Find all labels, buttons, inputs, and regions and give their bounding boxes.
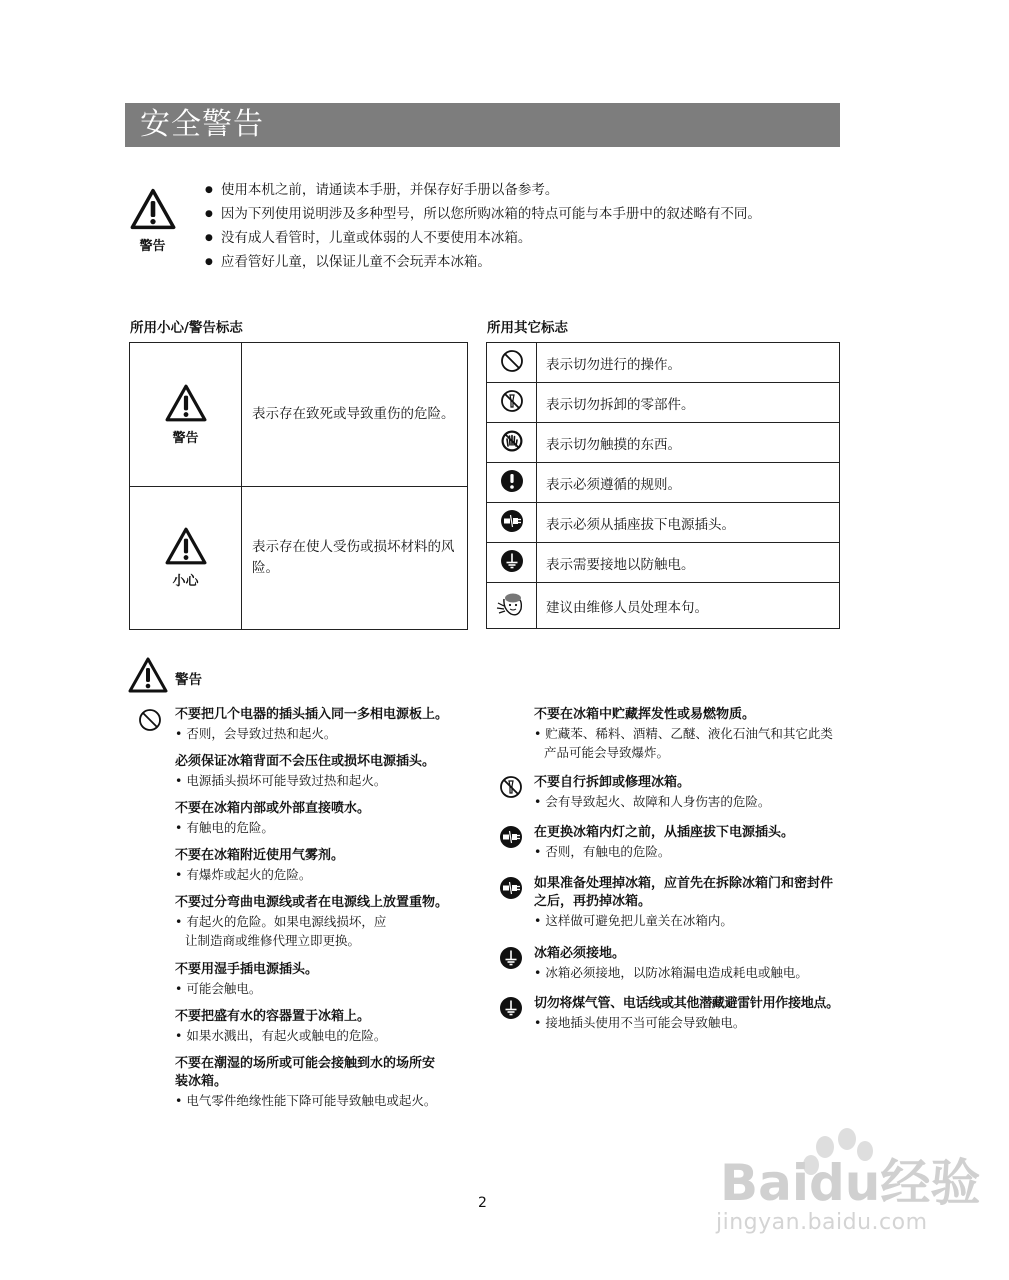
baidu-watermark-logo [715,1125,981,1212]
warning-title: 切勿将煤气管、电话线或其他潜藏避雷针用作接地点。 [534,996,839,1011]
intro-item: ● 因为下列使用说明涉及多种型号，所以您所购冰箱的特点可能与本手册中的叙述略有不同。 [205,202,761,226]
service-person-icon [494,589,530,619]
watermark-logo-text: Baidu经验 [720,1154,981,1212]
warning-item [534,945,839,982]
table-text-cell: 表示需要接地以防触电。 [537,543,840,583]
table-icon-cell [487,583,537,629]
table-text-cell: 表示存在致死或导致重伤的危险。 [242,343,468,487]
no-touch-icon [500,429,524,453]
warning-desc: • 冰箱必须接地，以防冰箱漏电造成耗电或触电。 [534,963,839,982]
intro-item: ● 没有成人看管时，儿童或体弱的人不要使用本冰箱。 [205,226,761,250]
warning-title: 在更换冰箱内灯之前，从插座拔下电源插头。 [534,825,795,840]
warning-title: 不要在冰箱内部或外部直接喷水。 [175,801,371,816]
warning-title: 不要自行拆卸或修理冰箱。 [534,775,691,790]
warning-desc: • 会有导致起火、故障和人身伤害的危险。 [534,792,839,811]
table-text-cell: 表示必须遵循的规则。 [537,463,840,503]
warnings-heading: 警告 [175,672,202,688]
table-row [487,343,840,383]
warning-desc: • 否则，会导致过热和起火。 [175,724,495,743]
warning-item [534,875,839,930]
warning-desc: • 如果水溅出，有起火或触电的危险。 [175,1026,495,1045]
warning-item [175,894,449,950]
caution-table-heading: 所用小心/警告标志 [130,320,243,336]
warning-title: 冰箱必须接地。 [534,946,626,961]
table-icon-cell [487,383,537,423]
warning-item [175,1055,445,1110]
warning-item [175,847,495,884]
caution-table [129,342,468,630]
warning-item [534,824,839,861]
warning-item [175,1008,495,1045]
warning-desc: • 这样做可避免把儿童关在冰箱内。 [534,911,839,930]
table-text-cell: 表示切勿进行的操作。 [537,343,840,383]
table-row [130,487,468,630]
table-icon-cell [487,543,537,583]
warning-title: 不要在潮湿的场所或可能会接触到水的场所安装冰箱。 [175,1056,436,1089]
warning-item [175,753,495,790]
intro-list [205,178,761,274]
ground-icon [500,549,524,573]
warning-desc: • 有起火的危险。如果电源线损坏，应让制造商或维修代理立即更换。 [175,912,390,950]
warning-item [534,995,844,1032]
other-symbols-table [486,342,840,629]
table-row [487,383,840,423]
table-text-cell: 表示必须从插座拔下电源插头。 [537,503,840,543]
warning-title: 如果准备处理掉冰箱，应首先在拆除冰箱门和密封件之后，再扔掉冰箱。 [534,876,834,909]
table-icon-cell [487,423,537,463]
warning-desc: • 接地插头使用不当可能会导致触电。 [534,1013,844,1032]
warning-item [175,800,495,837]
warning-title: 不要把几个电器的插头插入同一多相电源板上。 [175,707,449,722]
no-disassembly-icon [499,775,523,799]
ground-icon [499,996,523,1020]
page-title: 安全警告 [140,107,264,142]
warning-item [175,961,495,998]
table-text-cell: 表示存在使人受伤或损坏材料的风险。 [242,487,468,630]
warning-desc: • 否则，有触电的危险。 [534,842,839,861]
intro-item: ● 使用本机之前，请通读本手册，并保存好手册以备参考。 [205,178,761,202]
table-row [487,583,840,629]
unplug-icon [499,825,523,849]
warning-triangle-icon [130,188,176,230]
warning-desc: • 有触电的危险。 [175,818,495,837]
warning-desc: • 有爆炸或起火的危险。 [175,865,495,884]
unplug-icon [500,509,524,533]
table-icon-cell [487,463,537,503]
table-icon-cell [130,343,242,487]
warning-title: 不要把盛有水的容器置于冰箱上。 [175,1009,371,1024]
table-text-cell: 表示切勿触摸的东西。 [537,423,840,463]
warning-item [534,774,839,811]
table-row [487,423,840,463]
warning-triangle-icon [165,527,207,565]
warning-triangle-icon [165,384,207,422]
unplug-icon [499,876,523,900]
table-text-cell: 建议由维修人员处理本句。 [537,583,840,629]
warning-title: 必须保证冰箱背面不会压住或损坏电源插头。 [175,754,436,769]
table-icon-cell [487,503,537,543]
warning-item [534,706,839,762]
watermark-url: jingyan.baidu.com [716,1210,928,1235]
mandatory-icon [500,469,524,493]
table-text-cell: 表示切勿拆卸的零部件。 [537,383,840,423]
warning-triangle-icon [128,657,168,693]
warning-label: 警告 [172,430,199,446]
intro-warning-label: 警告 [139,239,166,254]
table-row [130,343,468,487]
prohibited-icon [500,349,524,373]
prohibited-icon [138,708,162,732]
warning-title: 不要过分弯曲电源线或者在电源线上放置重物。 [175,895,449,910]
ground-icon [499,946,523,970]
table-row [487,463,840,503]
warning-title: 不要用湿手插电源插头。 [175,962,319,977]
table-row [487,543,840,583]
warning-title: 不要在冰箱附近使用气雾剂。 [175,848,345,863]
intro-item: ● 应看管好儿童，以保证儿童不会玩弄本冰箱。 [205,250,761,274]
page-number: 2 [478,1195,487,1211]
warning-title: 不要在冰箱中贮藏挥发性或易燃物质。 [534,707,756,722]
table-icon-cell [130,487,242,630]
table-icon-cell [487,343,537,383]
other-table-heading: 所用其它标志 [487,320,568,336]
warning-desc: • 电源插头损坏可能导致过热和起火。 [175,771,495,790]
warning-desc: • 可能会触电。 [175,979,495,998]
warning-item [175,706,495,743]
no-disassembly-icon [500,389,524,413]
intro-warning-badge [125,188,180,254]
warning-desc: • 电气零件绝缘性能下降可能导致触电或起火。 [175,1091,445,1110]
warning-desc: • 贮藏苯、稀料、酒精、乙醚、液化石油气和其它此类产品可能会导致爆炸。 [534,724,844,762]
caution-label: 小心 [172,574,199,589]
table-row [487,503,840,543]
